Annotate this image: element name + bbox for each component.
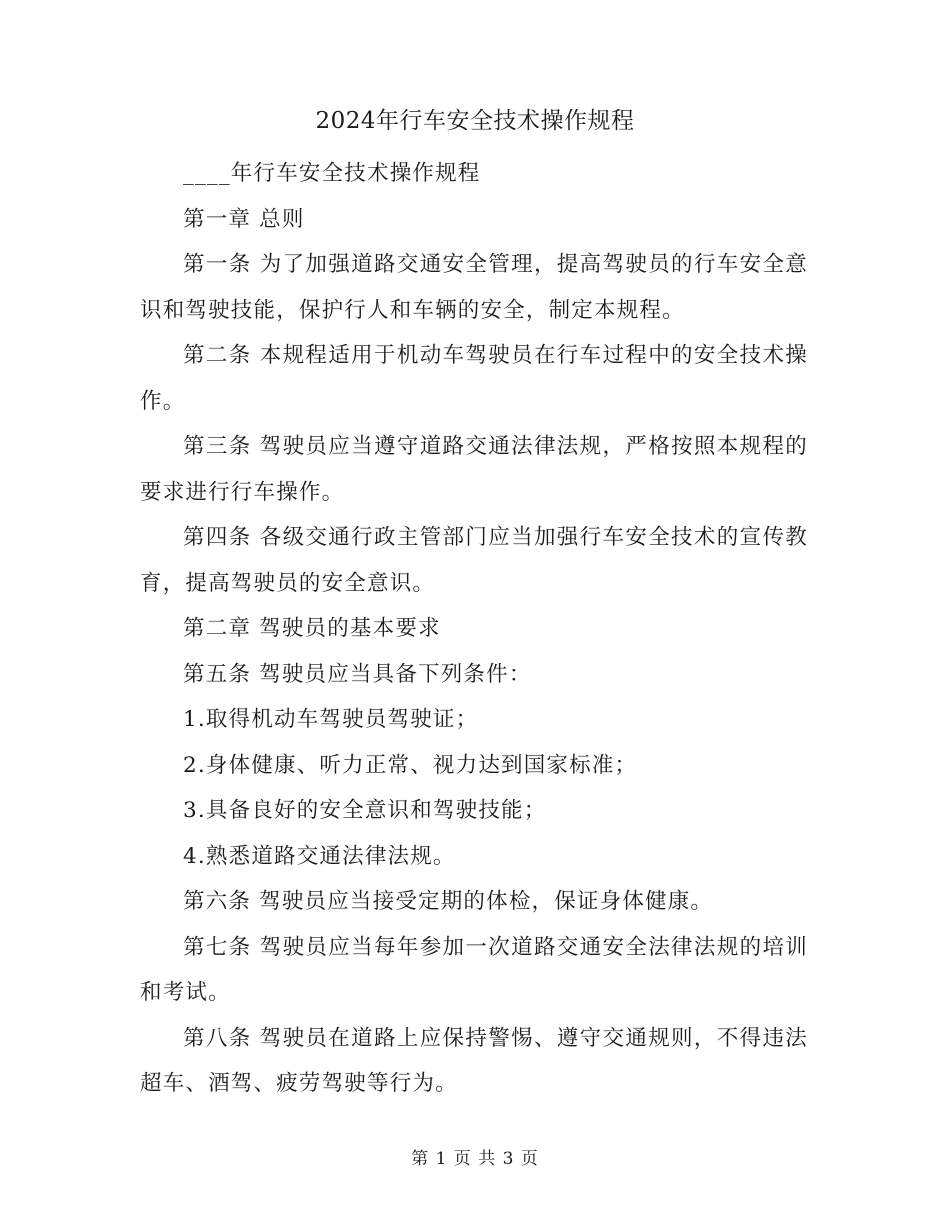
article-6: 第六条 驾驶员应当接受定期的体检，保证身体健康。	[183, 889, 714, 914]
article-8: 第八条 驾驶员在道路上应保持警惕、遵守交通规则，不得违法超车、酒驾、疲劳驾驶等行为。	[140, 1025, 808, 1096]
article-5: 第五条 驾驶员应当具备下列条件：	[183, 661, 532, 687]
chapter-heading-2: 第二章 驾驶员的基本要求	[183, 616, 441, 641]
article-1: 第一条 为了加强道路交通安全管理，提高驾驶员的行车安全意识和驾驶技能，保护行人和车辆的安全，制定本规程。	[140, 252, 808, 323]
paragraph-subtitle: ____年行车安全技术操作规程	[183, 161, 481, 186]
list-item-4: 4.熟悉道路交通法律法规。	[183, 843, 456, 869]
article-2: 第二条 本规程适用于机动车驾驶员在行车过程中的安全技术操作。	[140, 343, 808, 414]
document-body	[140, 151, 808, 1107]
list-item-1: 1.取得机动车驾驶员驾驶证；	[183, 707, 479, 732]
page-footer: 第 1 页 共 3 页	[411, 1149, 539, 1169]
article-7: 第七条 驾驶员应当每年参加一次道路交通安全法律法规的培训和考试。	[140, 934, 808, 1005]
list-item-3: 3.具备良好的安全意识和驾驶技能；	[183, 798, 547, 823]
document-title: 2024年行车安全技术操作规程	[315, 108, 635, 134]
article-4: 第四条 各级交通行政主管部门应当加强行车安全技术的宣传教育，提高驾驶员的安全意识。	[140, 525, 808, 596]
list-item-2: 2.身体健康、听力正常、视力达到国家标准；	[183, 752, 638, 778]
chapter-heading-1: 第一章 总则	[183, 206, 305, 232]
article-3: 第三条 驾驶员应当遵守道路交通法律法规，严格按照本规程的要求进行行车操作。	[140, 434, 808, 505]
